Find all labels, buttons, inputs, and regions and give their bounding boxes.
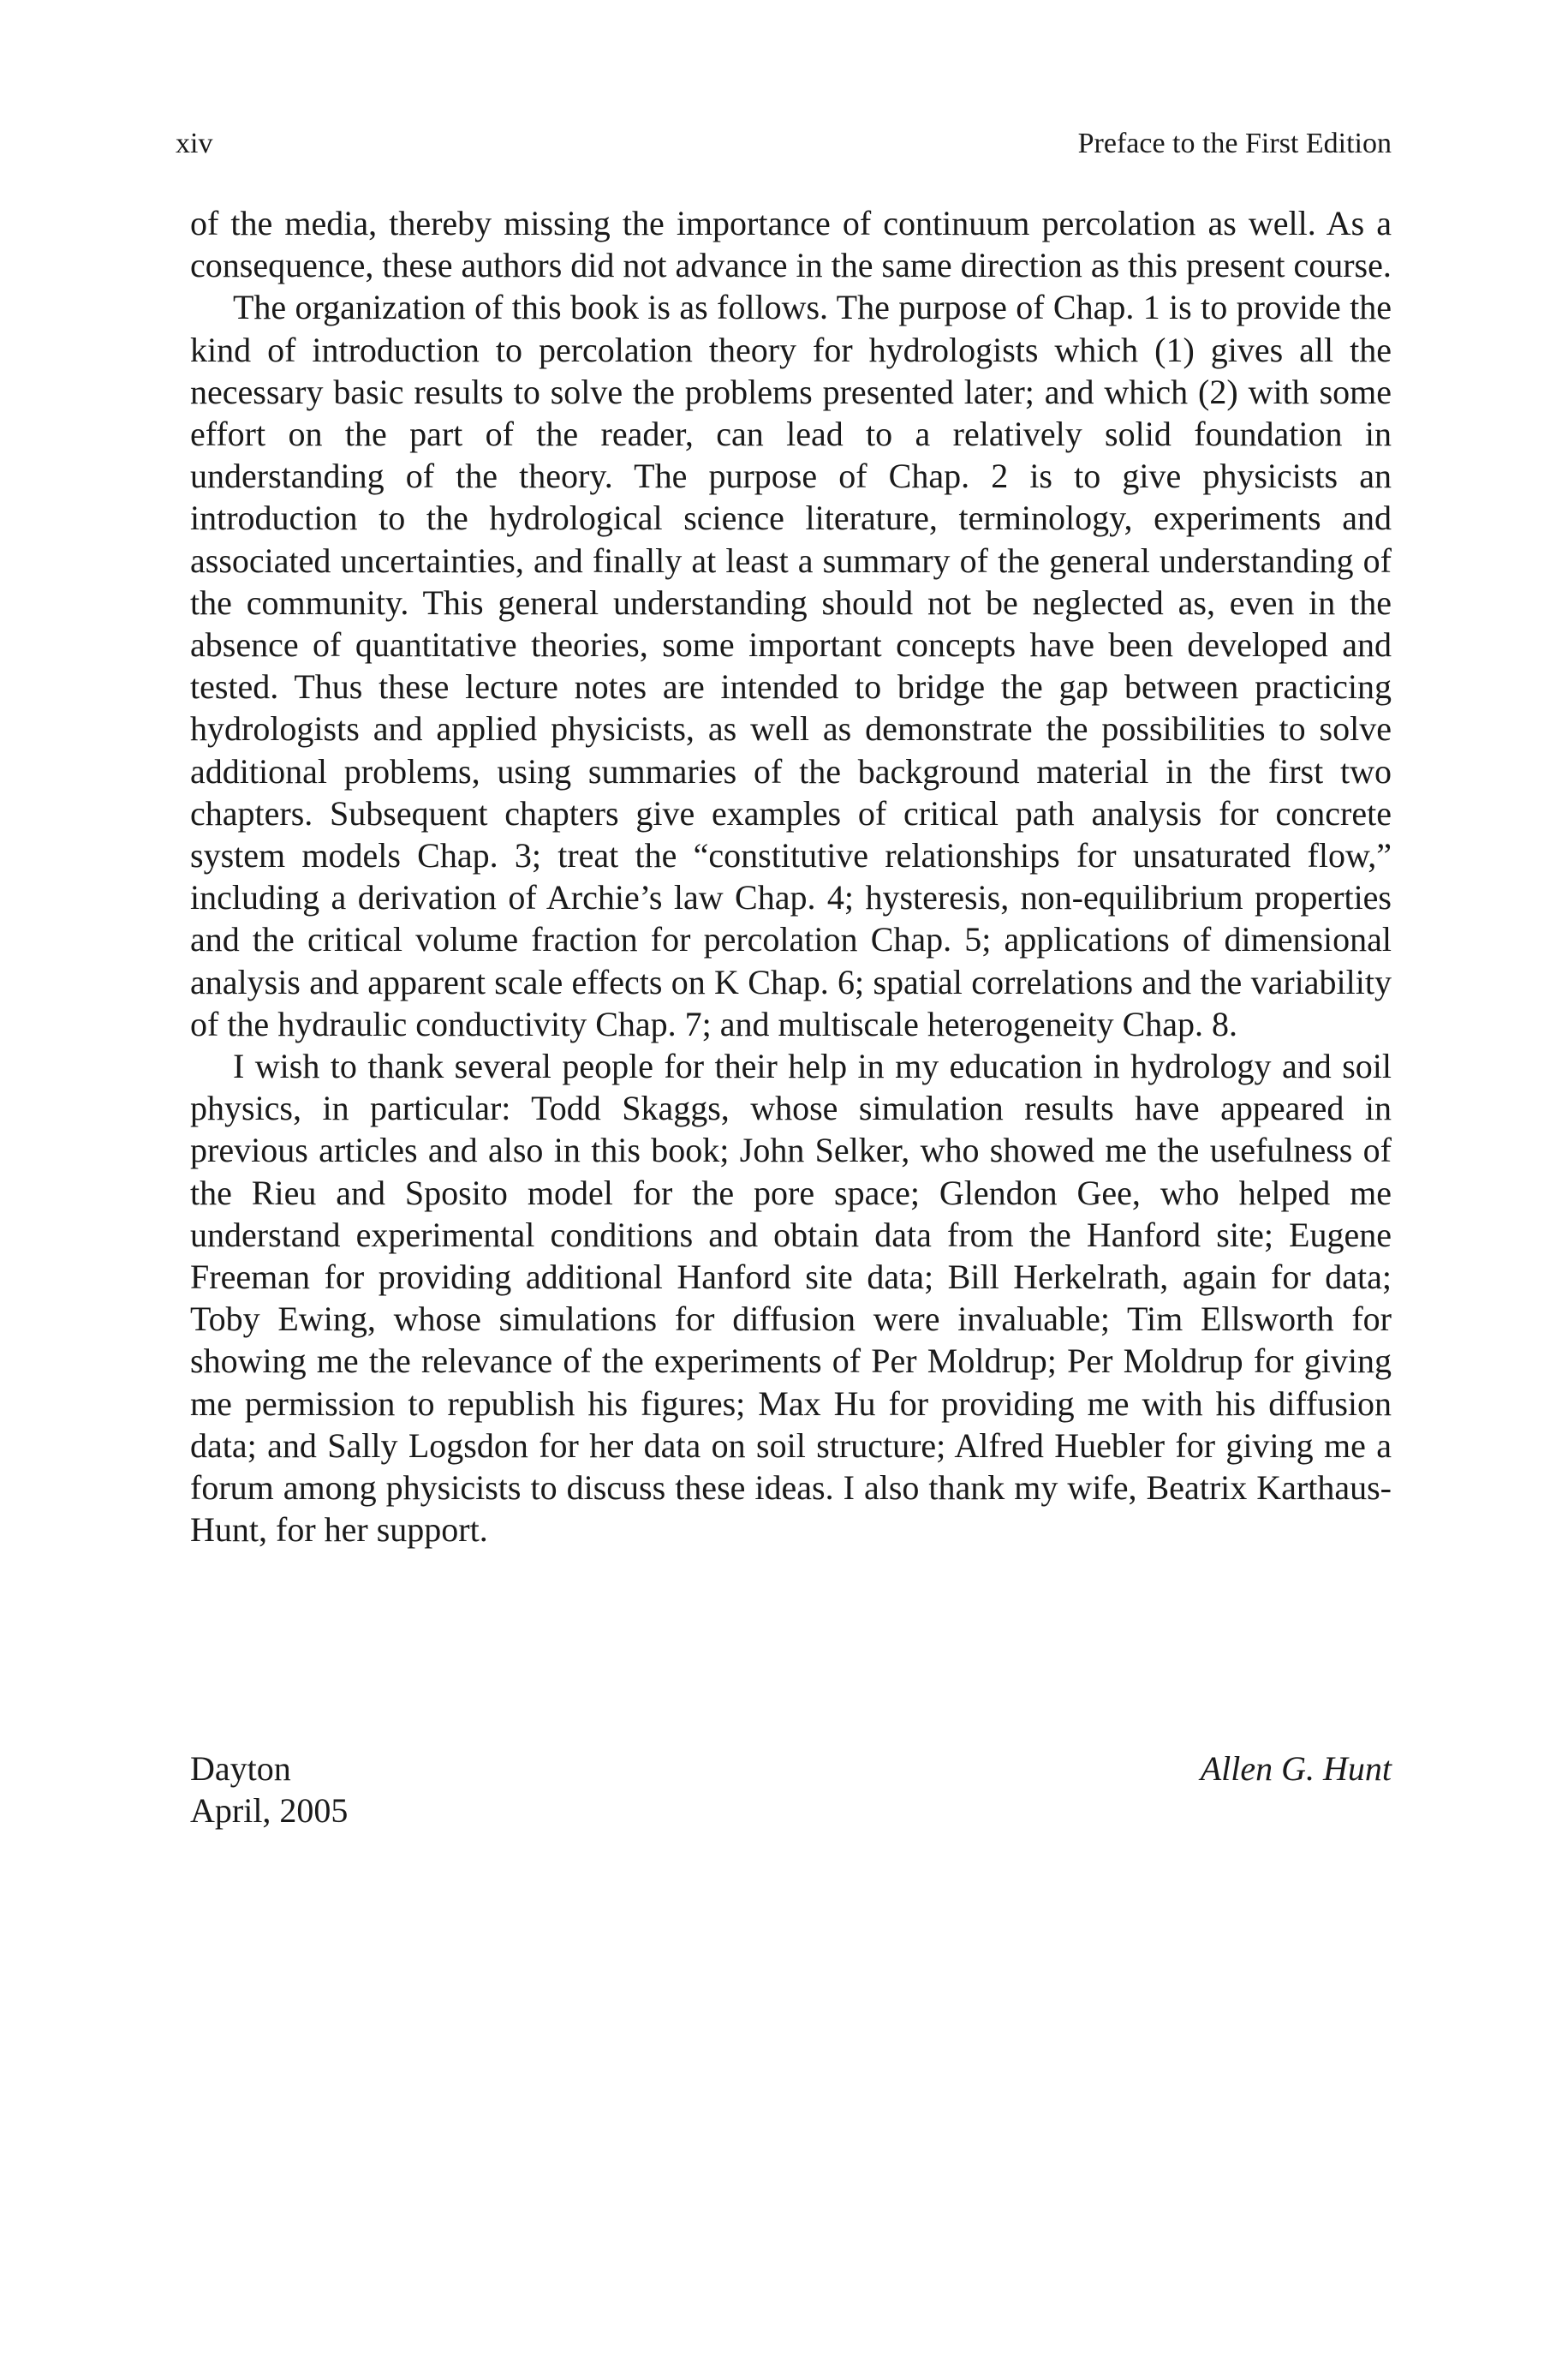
signature-date: April, 2005 bbox=[190, 1791, 349, 1830]
paragraph-book-organization: The organization of this book is as follows. The purpose of Chap. 1 is to provide the kind of introduction to percolation theory for hydrologists which (1) gives all the necessary basic results to solve the problems presented later; and which (2) with some effort on the part of the reader, can lead to a relatively solid foundation in understanding of the theory. The purpose of Chap. 2 is to give physicists an introduction to the hydrological science literature, terminology, experiments and associated uncertainties, and finally at least a summary of the general understanding of the community. This general understanding should not be neglected as, even in the absence of quantitative theories, some important concepts have been developed and tested. Thus these lecture notes are intended to bridge the gap between practicing hydrologists and applied physicists, as well as demonstrate the possibilities to solve additional problems, using summaries of the background material in the first two chapters. Subsequent chapters give examples of critical path analysis for concrete system models Chap. 3; treat the “constitutive relationships for unsaturated flow,” including a derivation of Archie’s law Chap. 4; hysteresis, non-equilibrium properties and the critical volume fraction for percolation Chap. 5; applications of dimensional analysis and apparent scale effects on K Chap. 6; spatial correlations and the variability of the hydraulic conductivity Chap. 7; and multiscale heterogeneity Chap. 8. bbox=[190, 288, 1392, 1043]
signature-place: Dayton bbox=[190, 1749, 291, 1788]
place-and-date bbox=[190, 1748, 348, 1831]
page-number: xiv bbox=[176, 128, 213, 159]
paragraph-acknowledgments: I wish to thank several people for their help in my education in hydrology and soil physics, in particular: Todd Skaggs, whose simulation results have appeared in previous articles and also in this book; John Selker, who showed me the usefulness of the Rieu and Sposito model for the pore space; Glendon Gee, who helped me understand experimental conditions and obtain data from the Hanford site; Eugene Freeman for providing additional Hanford site data; Bill Herkelrath, again for data; Toby Ewing, whose simulations for diffusion were invaluable; Tim Ellsworth for showing me the relevance of the experiments of Per Moldrup; Per Moldrup for giving me permission to republish his figures; Max Hu for providing me with his diffusion data; and Sally Logsdon for her data on soil structure; Alfred Huebler for giving me a forum among physicists to discuss these ideas. I also thank my wife, Beatrix Karthaus-Hunt, for her support. bbox=[190, 1047, 1392, 1550]
preface-body bbox=[190, 202, 1392, 1551]
running-title: Preface to the First Edition bbox=[1077, 128, 1392, 159]
signature-author: Allen G. Hunt bbox=[1200, 1749, 1392, 1788]
paragraph-continued: of the media, thereby missing the importance of continuum percolation as well. As a consequence, these authors did not advance in the same direction as this present course. bbox=[190, 204, 1392, 285]
